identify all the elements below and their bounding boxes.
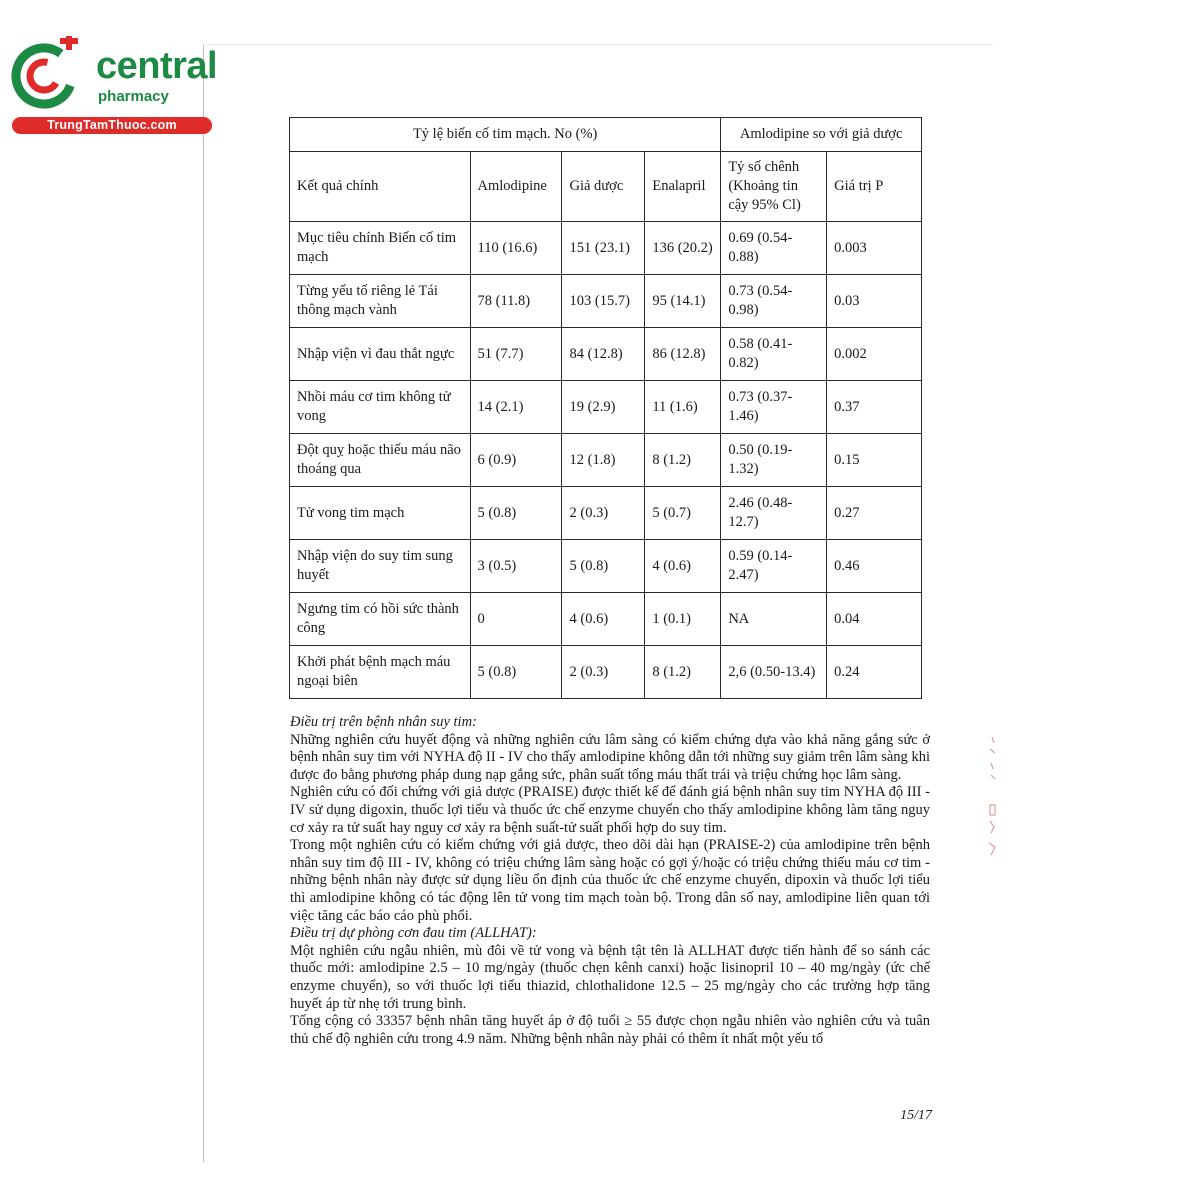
cell-enalapril: 8 (1.2) [645, 646, 721, 699]
cell-p-value: 0.03 [827, 275, 922, 328]
cell-ratio: 0.73 (0.37-1.46) [721, 381, 827, 434]
section-heading-heart-failure: Điều trị trên bệnh nhân suy tim: [290, 714, 477, 730]
cell-outcome: Nhập viện do suy tim sung huyết [290, 540, 471, 593]
cell-outcome: Ngưng tim có hồi sức thành công [290, 593, 471, 646]
group-header-comparison: Amlodipine so với giả dược [721, 118, 922, 152]
cardiovascular-events-table [289, 117, 922, 699]
cell-ratio: NA [721, 593, 827, 646]
column-header-p-value: Giá trị P [827, 152, 922, 222]
column-header-ratio: Tỷ số chênh (Khoảng tin cậy 95% Cl) [721, 152, 827, 222]
cell-placebo: 84 (12.8) [562, 328, 645, 381]
cell-placebo: 4 (0.6) [562, 593, 645, 646]
cell-ratio: 0.50 (0.19-1.32) [721, 434, 827, 487]
cell-outcome: Nhồi máu cơ tim không tử vong [290, 381, 471, 434]
cell-amlodipine: 5 (0.8) [470, 487, 562, 540]
cell-outcome: Đột quỵ hoặc thiếu máu não thoáng qua [290, 434, 471, 487]
cell-ratio: 2,6 (0.50-13.4) [721, 646, 827, 699]
cell-ratio: 0.59 (0.14-2.47) [721, 540, 827, 593]
table-row [290, 434, 922, 487]
cell-amlodipine: 0 [470, 593, 562, 646]
column-header-placebo: Giả dược [562, 152, 645, 222]
cell-amlodipine: 6 (0.9) [470, 434, 562, 487]
cell-amlodipine: 14 (2.1) [470, 381, 562, 434]
cell-outcome: Khởi phát bệnh mạch máu ngoại biên [290, 646, 471, 699]
page-left-edge [203, 44, 204, 1162]
cell-p-value: 0.003 [827, 222, 922, 275]
cell-outcome: Nhập viện vì đau thắt ngực [290, 328, 471, 381]
cell-ratio: 0.58 (0.41-0.82) [721, 328, 827, 381]
cell-outcome: Từng yếu tố riêng lẻ Tái thông mạch vành [290, 275, 471, 328]
cell-placebo: 2 (0.3) [562, 646, 645, 699]
cell-p-value: 0.46 [827, 540, 922, 593]
cell-placebo: 19 (2.9) [562, 381, 645, 434]
cell-placebo: 12 (1.8) [562, 434, 645, 487]
table-row [290, 222, 922, 275]
logo-subtitle: pharmacy [98, 88, 169, 105]
cell-outcome: Mục tiêu chính Biến cố tim mạch [290, 222, 471, 275]
table-group-header-row [290, 118, 922, 152]
cell-p-value: 0.002 [827, 328, 922, 381]
cell-p-value: 0.24 [827, 646, 922, 699]
cell-placebo: 5 (0.8) [562, 540, 645, 593]
table-column-header-row [290, 152, 922, 222]
table-row [290, 275, 922, 328]
cell-ratio: 0.69 (0.54-0.88) [721, 222, 827, 275]
table-row [290, 646, 922, 699]
cell-ratio: 2.46 (0.48-12.7) [721, 487, 827, 540]
pharmacy-logo[interactable] [8, 36, 218, 136]
cell-enalapril: 95 (14.1) [645, 275, 721, 328]
cell-p-value: 0.37 [827, 381, 922, 434]
logo-name: central [96, 45, 218, 87]
cell-amlodipine: 5 (0.8) [470, 646, 562, 699]
column-header-amlodipine: Amlodipine [470, 152, 562, 222]
cell-placebo: 103 (15.7) [562, 275, 645, 328]
cell-ratio: 0.73 (0.54-0.98) [721, 275, 827, 328]
cell-placebo: 2 (0.3) [562, 487, 645, 540]
cell-p-value: 0.04 [827, 593, 922, 646]
cell-enalapril: 136 (20.2) [645, 222, 721, 275]
table-row [290, 593, 922, 646]
cell-amlodipine: 51 (7.7) [470, 328, 562, 381]
cell-enalapril: 11 (1.6) [645, 381, 721, 434]
logo-url-banner[interactable]: TrungTamThuoc.com [12, 117, 212, 134]
cell-placebo: 151 (23.1) [562, 222, 645, 275]
paragraph: Một nghiên cứu ngẫu nhiên, mù đôi về tử vong và bệnh tật tên là ALLHAT được tiến hành để so sánh các thuốc mới: amlodipine 2.5 – 10 mg/ngày (thuốc chẹn kênh canxi) hoặc lisinopril 10 – 40 mg/ngày (ức chế enzyme chuyển), so với thuốc lợi tiểu thiazid, chlothalidone 12.5 – 25 mg/ngày cho các trường hợp tăng huyết áp từ nhẹ tới trung bình. [290, 942, 930, 1012]
column-header-outcome: Kết quả chính [290, 152, 471, 222]
column-header-enalapril: Enalapril [645, 152, 721, 222]
cell-outcome: Tử vong tim mạch [290, 487, 471, 540]
section-heading-allhat: Điều trị dự phòng cơn đau tim (ALLHAT): [290, 925, 537, 942]
page-top-edge [203, 44, 993, 45]
cell-amlodipine: 3 (0.5) [470, 540, 562, 593]
table-row [290, 328, 922, 381]
group-header-event-rates: Tỷ lệ biến cố tim mạch. No (%) [290, 118, 721, 152]
paragraph: Trong một nghiên cứu có kiểm chứng với giả dược, theo dõi dài hạn (PRAISE-2) của amlodipine trên bệnh nhân suy tim độ III - IV, không có triệu chứng lâm sàng hoặc có gợi ý/hoặc có triệu chứng thiếu máu cơ tim - những bệnh nhân này được sử dụng liều ổn định của thuốc ức chế enzyme chuyển, dipoxin và thuốc lợi tiểu thì amlodipine không có tác động lên tử vong tim mạch toàn bộ. Trong dân số nay, amlodipine liên quan tới việc tăng các báo cáo phù phổi. [290, 837, 930, 924]
cell-enalapril: 1 (0.1) [645, 593, 721, 646]
cell-enalapril: 5 (0.7) [645, 487, 721, 540]
margin-stamp-icon [985, 735, 1001, 860]
logo-mark-icon [8, 36, 88, 116]
table-row [290, 487, 922, 540]
document-body [290, 714, 930, 1048]
paragraph: Những nghiên cứu huyết động và những nghiên cứu lâm sàng có kiểm chứng dựa vào khả năng gắng sức ở bệnh nhân suy tim với NYHA độ II - IV cho thấy amlodipine không dẫn tới những suy giảm trên lâm sàng khi được đo bằng phương pháp dung nạp gắng sức, phân suất tống máu thất trái và triệu chứng học lâm sàng. [290, 731, 930, 783]
cell-amlodipine: 78 (11.8) [470, 275, 562, 328]
table-row [290, 381, 922, 434]
paragraph: Nghiên cứu có đối chứng với giả dược (PRAISE) được thiết kế để đánh giá bệnh nhân suy tim NYHA độ III - IV sử dụng digoxin, thuốc lợi tiểu và thuốc ức chế enzyme chuyển cho thấy amlodipine không làm tăng nguy cơ xảy ra tử suất hay nguy cơ xảy ra bệnh suất-tử suất phối hợp do suy tim. [290, 784, 930, 836]
page-number: 15/17 [900, 1108, 932, 1123]
cell-enalapril: 86 (12.8) [645, 328, 721, 381]
cell-amlodipine: 110 (16.6) [470, 222, 562, 275]
table-row [290, 540, 922, 593]
paragraph: Tổng cộng có 33357 bệnh nhân tăng huyết áp ở độ tuổi ≥ 55 được chọn ngẫu nhiên vào nghiên cứu và tuân thủ chế độ nghiên cứu trong 4.9 năm. Những bệnh nhân này phải có thêm ít nhất một yếu tố [290, 1013, 930, 1047]
cell-enalapril: 4 (0.6) [645, 540, 721, 593]
cell-p-value: 0.15 [827, 434, 922, 487]
cell-enalapril: 8 (1.2) [645, 434, 721, 487]
cell-p-value: 0.27 [827, 487, 922, 540]
